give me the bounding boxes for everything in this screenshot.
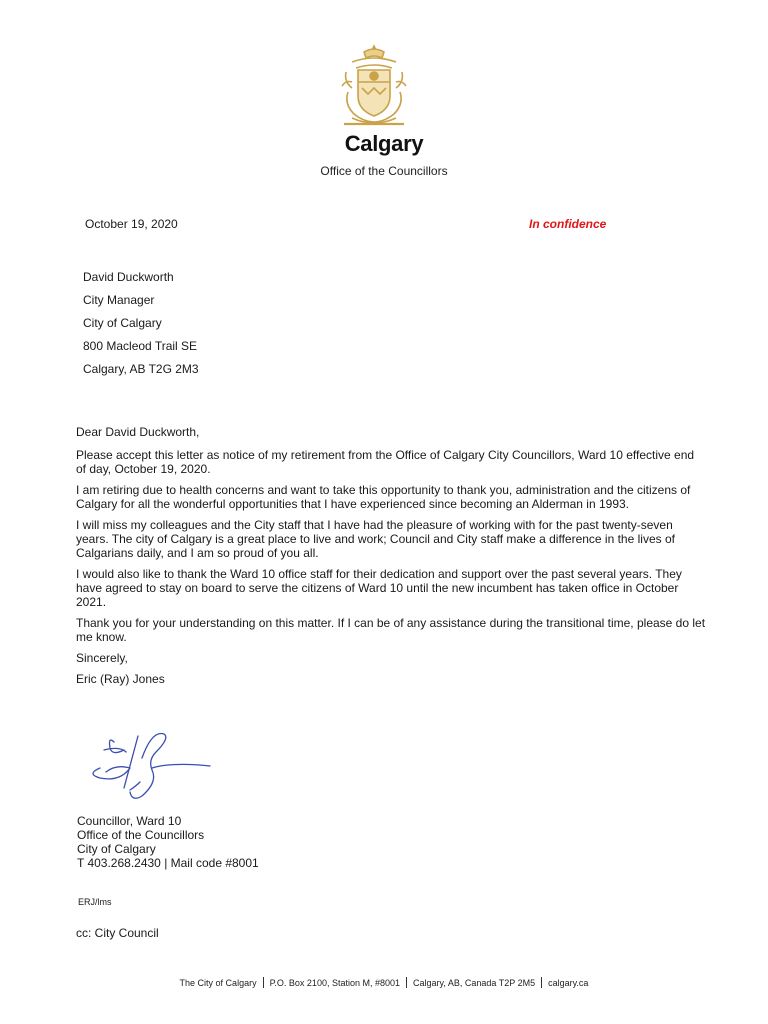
letter-date: October 19, 2020 [85,217,178,231]
cc-line: cc: City Council [76,926,159,940]
office-subtitle: Office of the Councillors [320,164,448,178]
signer-position: Councillor, Ward 10 [77,814,182,828]
city-wordmark: Calgary [344,131,424,156]
paragraph: Thank you for your understanding on this matter. If I can be of any assistance during the transitional time, please do let me know. [76,616,706,644]
paragraph: Please accept this letter as notice of my retirement from the Office of Calgary City Councillors, Ward 10 effective end of day, October 19, 2020. [76,448,695,476]
signer-city: City of Calgary [77,842,156,856]
letter-body [76,425,706,693]
signer-office: Office of the Councillors [77,828,205,842]
recipient-address [83,270,199,385]
paragraph: I will miss my colleagues and the City staff that I have had the pleasure of working with for the past twenty-seven years. The city of Calgary is a great place to live and work; Council and City staff make a difference in the lives of Calgarians daily, and I am so proud of you all. [76,518,675,560]
signer-title-block [77,814,259,870]
city-crest-logo [338,42,410,130]
closing: Sincerely, [76,651,128,665]
salutation: Dear David Duckworth, [76,425,200,439]
handwritten-signature [82,728,222,810]
footer-divider [541,977,542,988]
typist-initials: ERJ/lms [78,897,112,907]
footer-city: Calgary, AB, Canada T2P 2M5 [413,978,536,988]
footer-website: calgary.ca [548,978,589,988]
recipient-street: 800 Macleod Trail SE [83,339,198,353]
confidentiality-label: In confidence [529,217,607,231]
signer-contact: T 403.268.2430 | Mail code #8001 [77,856,259,870]
paragraph: I would also like to thank the Ward 10 office staff for their dedication and support over the past several years. They have agreed to stay on board to serve the citizens of Ward 10 until the new incumbent has taken office in October 2021. [76,567,682,609]
footer-org: The City of Calgary [179,978,257,988]
paragraph: I am retiring due to health concerns and want to take this opportunity to thank you, administration and the citizens of Calgary for all the wonderful opportunities that I have experienced since becoming an Alderman in 1993. [76,483,691,511]
recipient-name: David Duckworth [83,270,174,284]
footer-divider [406,977,407,988]
recipient-title: City Manager [83,293,155,307]
recipient-city: Calgary, AB T2G 2M3 [83,362,199,376]
footer-divider [263,977,264,988]
recipient-org: City of Calgary [83,316,162,330]
letterhead-footer [0,977,768,988]
signer-name: Eric (Ray) Jones [76,672,165,686]
footer-po-box: P.O. Box 2100, Station M, #8001 [269,978,400,988]
